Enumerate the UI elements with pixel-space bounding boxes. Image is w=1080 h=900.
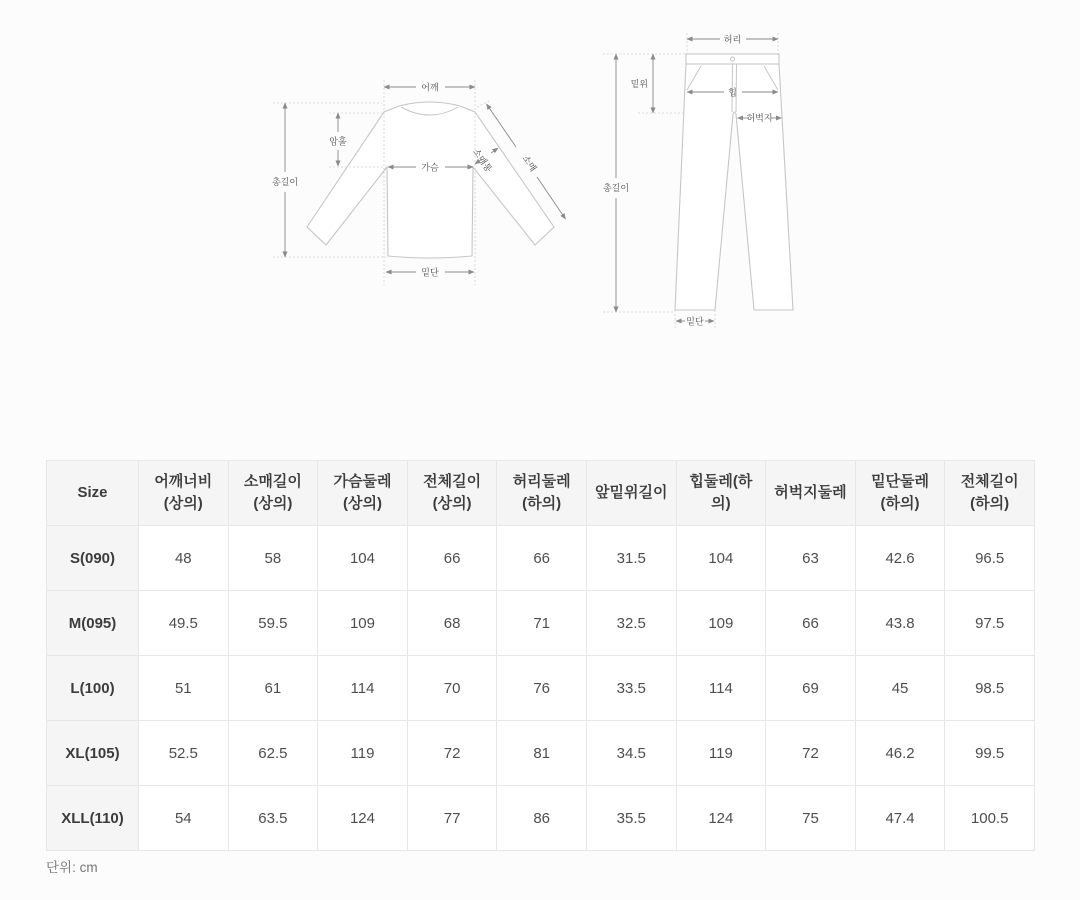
measurement-cell: 70: [407, 656, 497, 721]
measurement-cell: 47.4: [855, 786, 945, 851]
column-header-hem-circ: 밑단둘레(하의): [855, 461, 945, 526]
measurement-cell: 98.5: [945, 656, 1035, 721]
measurement-cell: 109: [318, 591, 408, 656]
pants-label-hem: 밑단: [686, 316, 704, 327]
guide-sleeve: [477, 101, 489, 107]
table-row-l: [47, 656, 1035, 721]
column-header-thigh-circ: 허벅지둘레: [766, 461, 856, 526]
measurement-cell: 119: [318, 721, 408, 786]
column-header-sleeve-length: 소매길이(상의): [228, 461, 318, 526]
size-table: [46, 460, 1035, 851]
pants-label-total-length: 총길이: [602, 183, 630, 193]
measurement-cell: 71: [497, 591, 587, 656]
measurement-cell: 33.5: [586, 656, 676, 721]
measurement-cell: 97.5: [945, 591, 1035, 656]
pants-measurement-diagram: [590, 10, 825, 345]
shirt-label-sleeve: 소매: [520, 153, 539, 174]
measurement-cell: 59.5: [228, 591, 318, 656]
measurement-cell: 66: [766, 591, 856, 656]
shirt-label-armhole: 암홀: [329, 136, 347, 147]
measurement-cell: 75: [766, 786, 856, 851]
shirt-outline: [307, 102, 554, 258]
measurement-cell: 52.5: [139, 721, 229, 786]
table-row-m: [47, 591, 1035, 656]
header-row: [47, 461, 1035, 526]
size-cell: XLL(110): [47, 786, 139, 851]
table-row-xll: [47, 786, 1035, 851]
measurement-cell: 68: [407, 591, 497, 656]
measurement-cell: 32.5: [586, 591, 676, 656]
pants-label-hip: 힙: [728, 87, 737, 98]
shirt-label-shoulder: 어깨: [421, 82, 439, 93]
measurement-cell: 96.5: [945, 526, 1035, 591]
measurement-cell: 51: [139, 656, 229, 721]
measurement-cell: 48: [139, 526, 229, 591]
size-cell: M(095): [47, 591, 139, 656]
measurement-cell: 119: [676, 721, 766, 786]
column-header-waist-circ: 허리둘레(하의): [497, 461, 587, 526]
column-header-top-total-length: 전체길이(상의): [407, 461, 497, 526]
measurement-cell: 62.5: [228, 721, 318, 786]
measurement-cell: 109: [676, 591, 766, 656]
size-table-section: [46, 460, 1035, 851]
measurement-cell: 34.5: [586, 721, 676, 786]
column-header-front-rise: 앞밑위길이: [586, 461, 676, 526]
measurement-cell: 58: [228, 526, 318, 591]
measurement-cell: 66: [407, 526, 497, 591]
pants-label-thigh: 허벅지: [746, 113, 773, 123]
column-header-hip-circ: 힙둘레(하의): [676, 461, 766, 526]
measurement-cell: 43.8: [855, 591, 945, 656]
column-header-shoulder-width: 어깨너비(상의): [139, 461, 229, 526]
measurement-cell: 104: [676, 526, 766, 591]
measurement-cell: 124: [318, 786, 408, 851]
measurement-cell: 42.6: [855, 526, 945, 591]
measurement-cell: 61: [228, 656, 318, 721]
measurement-cell: 114: [676, 656, 766, 721]
measurement-cell: 63: [766, 526, 856, 591]
table-row-s: [47, 526, 1035, 591]
unit-note: 단위: cm: [46, 860, 98, 875]
measurement-cell: 31.5: [586, 526, 676, 591]
size-cell: L(100): [47, 656, 139, 721]
size-cell: S(090): [47, 526, 139, 591]
measurement-cell: 99.5: [945, 721, 1035, 786]
measurement-cell: 69: [766, 656, 856, 721]
measurement-cell: 77: [407, 786, 497, 851]
measurement-cell: 86: [497, 786, 587, 851]
measurement-cell: 46.2: [855, 721, 945, 786]
measurement-cell: 35.5: [586, 786, 676, 851]
pants-label-waist: 허리: [723, 34, 742, 45]
column-header-size: Size: [47, 461, 139, 526]
measurement-cell: 63.5: [228, 786, 318, 851]
column-header-chest-circ: 가슴둘레(상의): [318, 461, 408, 526]
shirt-label-total-length: 총길이: [271, 177, 299, 187]
shirt-measurement-diagram: [270, 60, 570, 290]
pants-label-rise: 밑위: [630, 79, 648, 89]
measurement-cell: 76: [497, 656, 587, 721]
pants-button: [731, 57, 735, 61]
measurement-cell: 49.5: [139, 591, 229, 656]
measurement-cell: 54: [139, 786, 229, 851]
shirt-label-sleeve-width: 소매통: [470, 146, 494, 174]
measurement-cell: 45: [855, 656, 945, 721]
table-row-xl: [47, 721, 1035, 786]
column-header-bottom-total-length: 전체길이(하의): [945, 461, 1035, 526]
measurement-cell: 100.5: [945, 786, 1035, 851]
pants-outline: [675, 64, 793, 310]
measurement-cell: 72: [766, 721, 856, 786]
measurement-cell: 81: [497, 721, 587, 786]
measurement-cell: 114: [318, 656, 408, 721]
measurement-cell: 104: [318, 526, 408, 591]
shirt-label-chest: 가슴: [421, 162, 439, 173]
shirt-label-hem: 밑단: [421, 267, 439, 278]
measurement-cell: 72: [407, 721, 497, 786]
size-cell: XL(105): [47, 721, 139, 786]
measurement-cell: 66: [497, 526, 587, 591]
measurement-cell: 124: [676, 786, 766, 851]
